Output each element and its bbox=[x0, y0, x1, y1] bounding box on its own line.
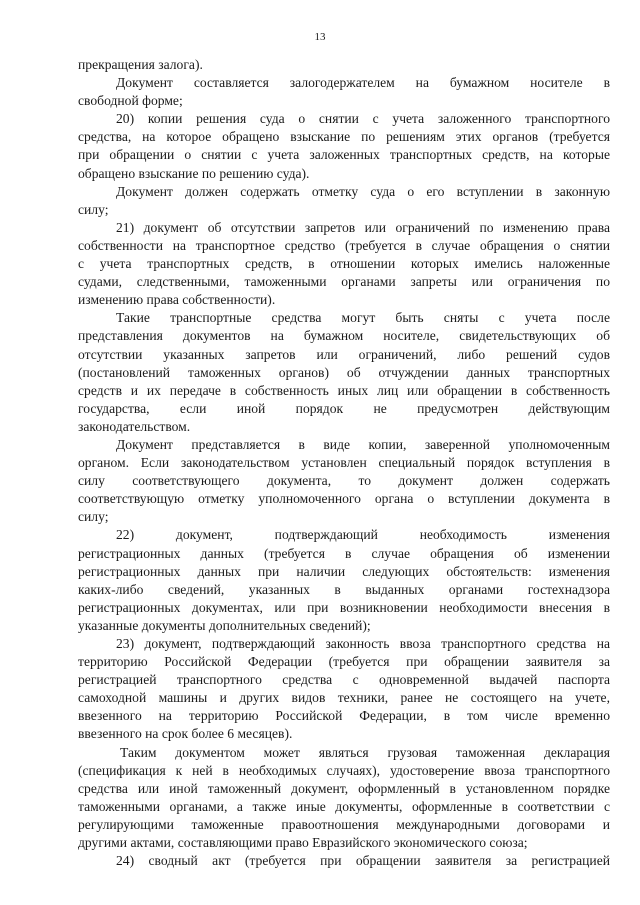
text-line: Таким документом может являться грузовая таможенная декларация bbox=[120, 744, 610, 760]
text-line: соответствующую отметку уполномоченного органа о вступлении документа в bbox=[78, 491, 610, 507]
text-line: территорию Российской Федерации (требуется при обращении заявителя за bbox=[78, 654, 610, 670]
text-line: регистрацией транспортного средства с одновременной выдачей паспорта bbox=[78, 672, 610, 688]
text-line: силу; bbox=[78, 201, 109, 217]
text-line: указанные документы дополнительных сведений); bbox=[78, 617, 371, 633]
text-line: с учета транспортных средств, в отношении которых имелись наложенные bbox=[78, 256, 610, 272]
text-line: представления документов на бумажном носителе, свидетельствующих об bbox=[78, 328, 610, 344]
text-line: прекращения залога). bbox=[78, 57, 203, 72]
text-line: отсутствии указанных запретов или ограничений, либо решений судов bbox=[78, 346, 610, 362]
text-line: таможенными органами, а также иные документы, оформленные в соответствии с bbox=[78, 798, 610, 814]
document-body bbox=[78, 56, 610, 870]
text-line: изменению права собственности). bbox=[78, 292, 276, 308]
text-line: самоходной машины и других видов техники, ранее не состоящего на учете, bbox=[78, 690, 610, 706]
text-line: силу; bbox=[78, 509, 109, 525]
text-line: регулирующими таможенные правоотношения международными договорами и bbox=[78, 816, 610, 832]
text-line: силу соответствующего документа, то документ должен содержать bbox=[78, 473, 610, 489]
text-line: судами, следственными, таможенными органами запреты или ограничения по bbox=[78, 274, 610, 290]
page-number: 13 bbox=[314, 31, 326, 43]
text-line: ввезенного на срок более 6 месяцев). bbox=[78, 726, 293, 742]
text-line: собственности на транспортное средство (требуется в случае обращения о снятии bbox=[78, 237, 610, 253]
text-line: регистрационных данных при наличии следующих обстоятельств: изменения bbox=[78, 563, 610, 579]
text-line: обращено взыскание по решению суда). bbox=[78, 165, 310, 181]
text-line: ввезенного на территорию Российской Федерации, в том числе временно bbox=[78, 708, 610, 724]
text-line: при обращении о снятии с учета заложенных транспортных средств, на которые bbox=[78, 147, 610, 163]
text-line: средств и их передаче в собственность иных лиц или обращении в собственность bbox=[78, 382, 610, 398]
text-line: 21) документ об отсутствии запретов или ограничений по изменению права bbox=[116, 219, 610, 235]
text-line: 24) сводный акт (требуется при обращении заявителя за регистрацией bbox=[116, 853, 610, 869]
text-line: регистрационных документах, или при возникновении необходимости внесения в bbox=[78, 599, 610, 615]
text-line: 22) документ, подтверждающий необходимость изменения bbox=[116, 527, 610, 543]
text-line: регистрационных данных (требуется в случае обращения об изменении bbox=[78, 545, 610, 561]
text-line: свободной форме; bbox=[78, 93, 183, 109]
text-line: (постановлений таможенных органов) об отчуждении данных транспортных bbox=[78, 364, 610, 380]
text-line: каких-либо сведений, указанных в выданных органами гостехнадзора bbox=[78, 581, 610, 597]
text-line: государства, если иной порядок не предусмотрен действующим bbox=[78, 400, 610, 416]
text-line: 23) документ, подтверждающий законность ввоза транспортного средства на bbox=[116, 636, 610, 651]
text-line: другими актами, составляющими право Евразийского экономического союза; bbox=[78, 835, 528, 851]
text-line: средства или иной таможенный документ, оформленный в установленном порядке bbox=[78, 780, 610, 796]
text-line: 20) копии решения суда о снятии с учета заложенного транспортного bbox=[116, 111, 610, 127]
text-line: средства, на которое обращено взыскание по решениям этих органов (требуется bbox=[78, 129, 610, 145]
text-line: Документ составляется залогодержателем на бумажном носителе в bbox=[116, 75, 610, 91]
text-line: Документ представляется в виде копии, заверенной уполномоченным bbox=[116, 436, 610, 452]
text-line: (спецификация к ней в необходимых случаях), удостоверение ввоза транспортного bbox=[78, 762, 610, 778]
text-line: органом. Если законодательством установлен специальный порядок вступления в bbox=[78, 455, 610, 471]
text-line: Такие транспортные средства могут быть сняты с учета после bbox=[116, 310, 610, 326]
text-line: Документ должен содержать отметку суда о его вступлении в законную bbox=[116, 183, 610, 199]
text-line: законодательством. bbox=[78, 418, 191, 434]
